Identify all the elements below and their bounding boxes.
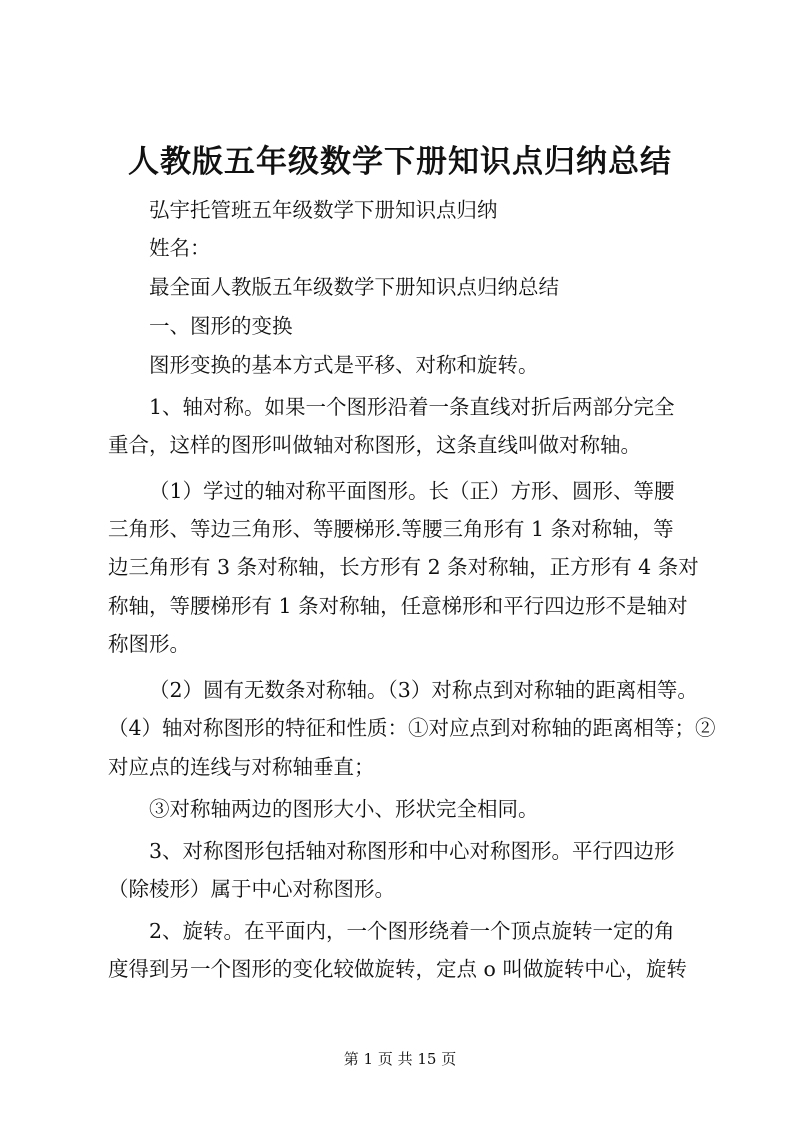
- text-line: （2）圆有无数条对称轴。（3）对称点到对称轴的距离相等。: [149, 678, 698, 702]
- text-line: 2、旋转。在平面内，一个图形绕着一个顶点旋转一定的角: [149, 919, 675, 943]
- subtitle-line: 弘宇托管班五年级数学下册知识点归纳: [149, 198, 498, 222]
- text-line: 对应点的连线与对称轴垂直；: [108, 755, 375, 779]
- text-line: ③对称轴两边的图形大小、形状完全相同。: [149, 797, 539, 821]
- text-line: 1、轴对称。如果一个图形沿着一条直线对折后两部分完全: [149, 395, 675, 419]
- text-line: 度得到另一个图形的变化较做旋转，定点 o 叫做旋转中心，旋转: [108, 957, 687, 981]
- text-line: 图形变换的基本方式是平移、对称和旋转。: [149, 353, 539, 377]
- text-line: （除棱形）属于中心对称图形。: [108, 877, 395, 901]
- text-line: 3、对称图形包括轴对称图形和中心对称图形。平行四边形: [149, 839, 675, 863]
- text-line: 称图形。: [108, 632, 190, 656]
- document-title: 人教版五年级数学下册知识点归纳总结: [128, 144, 672, 180]
- text-line: 称轴，等腰梯形有 1 条对称轴，任意梯形和平行四边形不是轴对: [108, 594, 688, 618]
- section-heading: 一、图形的变换: [149, 314, 293, 338]
- text-line: （1）学过的轴对称平面图形。长（正）方形、圆形、等腰: [149, 479, 675, 503]
- text-line: 边三角形有 3 条对称轴，长方形有 2 条对称轴，正方形有 4 条对: [108, 555, 699, 579]
- text-line: 最全面人教版五年级数学下册知识点归纳总结: [149, 275, 559, 299]
- text-line: （4）轴对称图形的特征和性质：①对应点到对称轴的距离相等；②: [108, 716, 716, 740]
- name-label: 姓名：: [149, 236, 211, 260]
- page-footer: 第 1 页 共 15 页: [343, 1050, 457, 1068]
- text-line: 重合，这样的图形叫做轴对称图形，这条直线叫做对称轴。: [108, 433, 641, 457]
- text-line: 三角形、等边三角形、等腰梯形.等腰三角形有 1 条对称轴，等: [108, 517, 674, 541]
